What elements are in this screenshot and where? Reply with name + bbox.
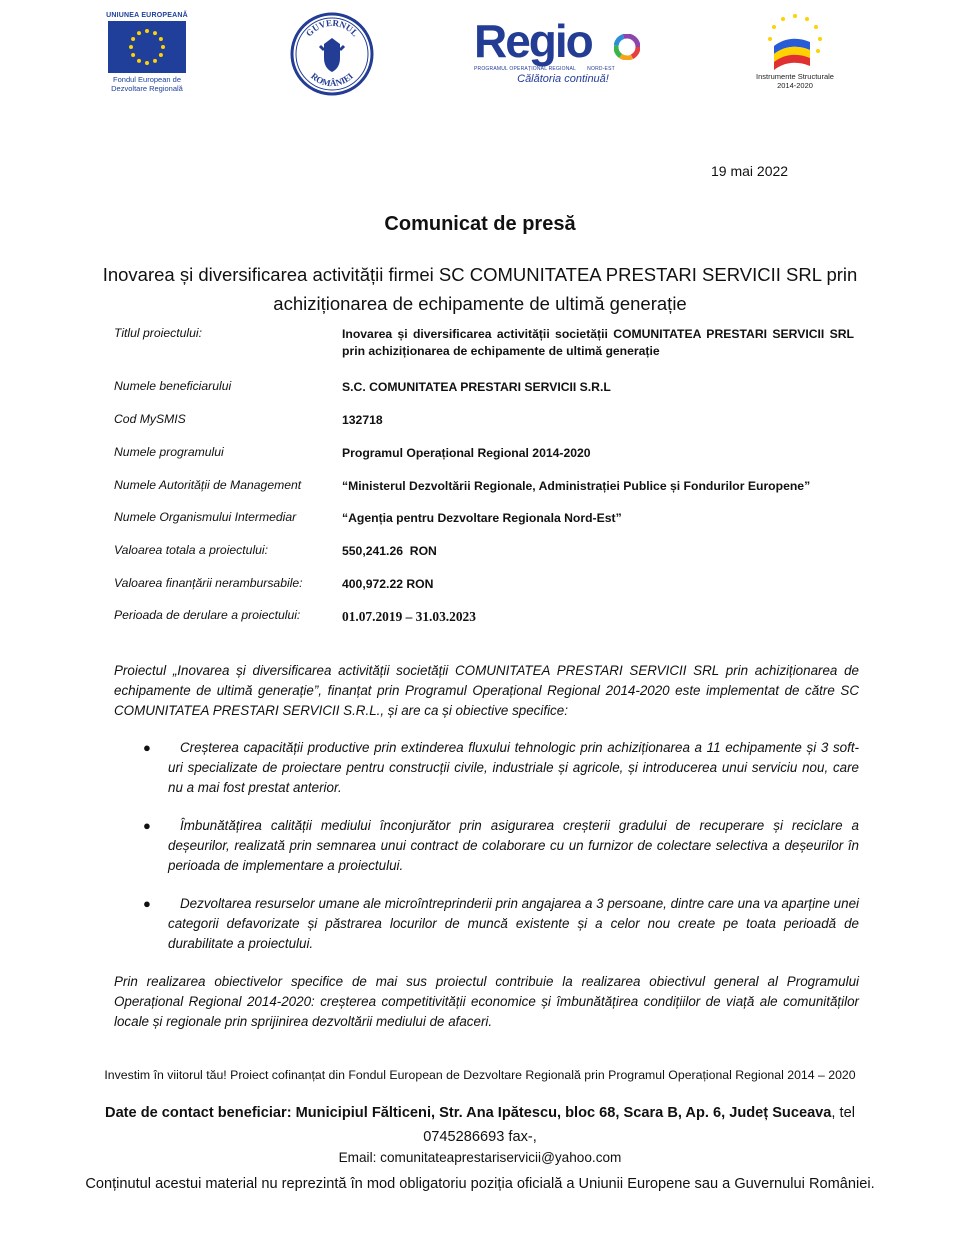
eu-star-icon [129, 45, 133, 49]
info-value: 132718 [342, 413, 383, 427]
structural-instruments-logo [745, 12, 845, 90]
info-value: Inovarea și diversificarea activității societății COMUNITATEA PRESTARI SERVICII SRL prin achiziționarea de echipamente de ultimă generație [342, 327, 854, 358]
regio-tagline: Călătoria continuă! [517, 73, 609, 85]
info-label: Valoarea finanțării nerambursabile: [114, 576, 303, 590]
eu-star-icon [145, 29, 149, 33]
info-value: 400,972.22 RON [342, 577, 434, 591]
eu-star-icon [131, 37, 135, 41]
bullet-icon: ● [143, 896, 151, 911]
eu-star-icon [153, 59, 157, 63]
eu-flag-icon [108, 21, 186, 73]
disclaimer: Conținutul acestui material nu reprezintă în mod obligatoriu poziția oficială a Uniunii Europene sau a Guvernului României. [85, 1176, 875, 1192]
contact-address: Date de contact beneficiar: Municipiul Fălticeni, Str. Ana Ipătescu, bloc 68, Scara B, Ap. 6, Județ Suceava [105, 1105, 832, 1121]
objective-text: Îmbunătățirea calității mediului înconjurător prin asigurarea creșterii gradului de recuperare și reciclare a deșeurilor, realizată prin semnarea unui contract de colaborare cu un furnizor de colectare selectiva a deșeurilor în perioada de implementare a proiectului. [168, 818, 859, 873]
info-value: Programul Operațional Regional 2014-2020 [342, 446, 591, 460]
info-label: Titlul proiectului: [114, 326, 202, 340]
info-value: S.C. COMUNITATEA PRESTARI SERVICII S.R.L [342, 380, 611, 394]
eu-star-icon [161, 45, 165, 49]
gov-bottom-text: ROMÂNIEI [309, 70, 355, 89]
government-seal-icon [290, 12, 374, 96]
info-label: Numele Autorității de Management [114, 478, 302, 492]
info-value: “Agenția pentru Dezvoltare Regionala Nord-Est” [342, 511, 622, 525]
regio-region: NORD-EST [587, 66, 615, 72]
contact-details [70, 1101, 890, 1149]
info-label: Numele Organismului Intermediar [114, 510, 297, 524]
contact-email: Email: comunitateaprestariservicii@yahoo.com [338, 1150, 622, 1165]
objective-text: Creșterea capacității productive prin extinderea fluxului tehnologic prin achiziționarea a 11 echipamente și 3 soft-uri specializate de proiectare pentru construcții civile, industriale și agricole, și introducerea unui serviciu nou, care nu a mai fost prestat anterior. [168, 740, 859, 795]
press-subtitle: Inovarea și diversificarea activității firmei SC COMUNITATEA PRESTARI SERVICII SRL prin achiziționarea de echipamente de ultimă generație [102, 264, 858, 314]
eu-star-icon [153, 31, 157, 35]
bullet-icon: ● [143, 818, 151, 833]
objective-text: Dezvoltarea resurselor umane ale microîntreprinderii prin angajarea a 3 persoane, dintre care una va aparține unei categorii defavorizate și păstrarea locurilor de muncă existente și a celor nou create pe toata perioadă de durabilitate a proiectului. [168, 896, 859, 951]
info-value: “Ministerul Dezvoltării Regionale, Administrației Publice și Fondurilor Europene” [342, 479, 811, 493]
conclusion-paragraph: Prin realizarea obiectivelor specifice de mai sus proiectul contribuie la realizarea obiectivul general al Programului Operațional Regional 2014-2020: creșterea competitivității economice și îmbunătățirea condițiilor de viață ale comunităților locale și regionale prin sprijinirea dezvoltării mediului de afaceri. [114, 974, 859, 1029]
eu-star-icon [145, 61, 149, 65]
info-label: Valoarea totala a proiectului: [114, 543, 269, 557]
eu-star-icon [137, 59, 141, 63]
info-value: 550,241.26 RON [342, 544, 437, 558]
page-title: Comunicat de presă [384, 213, 576, 235]
regio-color-wheel-icon [614, 34, 640, 60]
regio-program: PROGRAMUL OPERAȚIONAL REGIONAL NORD-EST [474, 66, 615, 72]
eu-star-icon [131, 53, 135, 57]
eu-fund-text: Fondul European de Dezvoltare Regională [111, 75, 183, 93]
structural-instruments-years: 2014-2020 [777, 81, 813, 90]
contact-phone: , tel 0745286693 fax-, [423, 1105, 855, 1145]
regio-name: Regio [474, 15, 592, 67]
structural-instruments-icon [760, 12, 830, 72]
info-label: Perioada de derulare a proiectului: [114, 608, 301, 622]
gov-top-text: GUVERNUL [303, 17, 361, 39]
regio-logo [474, 15, 646, 85]
eu-star-icon [159, 53, 163, 57]
info-label: Numele beneficiarului [114, 379, 232, 393]
info-value: 01.07.2019 – 31.03.2023 [342, 609, 476, 624]
eu-logo [104, 12, 190, 93]
eu-star-icon [137, 31, 141, 35]
logo-bar [0, 0, 960, 110]
bullet-icon: ● [143, 740, 151, 755]
eu-star-icon [159, 37, 163, 41]
info-label: Cod MySMIS [114, 412, 186, 426]
structural-instruments-text: Instrumente Structurale [756, 72, 834, 81]
info-label: Numele programului [114, 445, 224, 459]
intro-paragraph: Proiectul „Inovarea și diversificarea activității societății COMUNITATEA PRESTARI SERVICII SRL prin achiziționarea de echipamente de ultimă generație”, finanțat prin Programul Operațional Regional 2014-2020 este implementat de către SC COMUNITATEA PRESTARI SERVICII S.R.L., și are ca și obiective specifice: [114, 663, 859, 718]
government-seal [290, 12, 374, 101]
eu-caption: UNIUNEA EUROPEANĂ [106, 12, 188, 19]
investment-statement: Investim în viitorul tău! Proiect cofinanțat din Fondul European de Dezvoltare Regională prin Programul Operațional Regional 2014 – 2020 [104, 1068, 856, 1082]
release-date: 19 mai 2022 [711, 163, 789, 179]
